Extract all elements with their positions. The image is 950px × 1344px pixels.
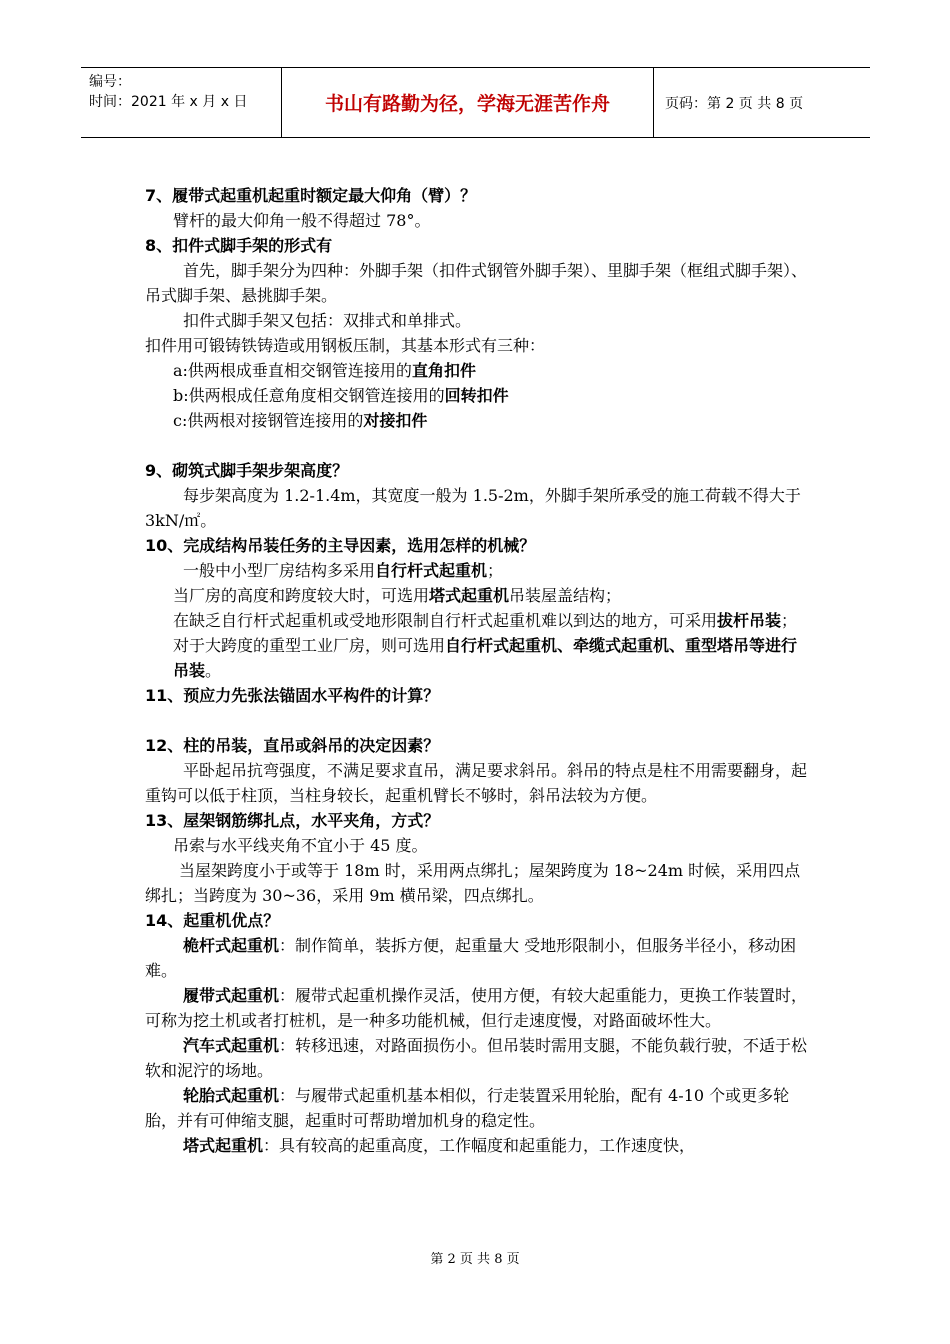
time-line: 时间：2021 年 x 月 x 日 — [89, 94, 248, 110]
answer-8-item-b: b:供两根成任意角度相交钢管连接用的回转扣件 — [173, 386, 509, 405]
answer-14-mast-crane: 桅杆式起重机：制作简单，装拆方便，起重量大 受地形限制小，但服务半径小，移动困难。 — [145, 936, 797, 980]
answer-10-line-4: 对于大跨度的重型工业厂房，则可选用自行杆式起重机、牵缆式起重机、重型塔吊等进行吊装。 — [173, 636, 798, 680]
question-7: 7、履带式起重机起重时额定最大仰角（臂）？ — [145, 186, 477, 205]
answer-8-item-c: c:供两根对接钢管连接用的对接扣件 — [173, 411, 428, 430]
header-motto: 书山有路勤为径，学海无涯苦作舟 — [282, 68, 654, 137]
answer-10-line-3: 在缺乏自行杆式起重机或受地形限制自行杆式起重机难以到达的地方，可采用拔杆吊装； — [173, 611, 798, 630]
answer-8-item-a: a:供两根成垂直相交钢管连接用的直角扣件 — [173, 361, 476, 380]
number-label: 编号： — [89, 74, 131, 90]
answer-10-line-2: 当厂房的高度和跨度较大时，可选用塔式起重机吊装屋盖结构； — [173, 586, 622, 605]
answer-8-intro: 首先，脚手架分为四种：外脚手架（扣件式钢管外脚手架）、里脚手架（框组式脚手架）、吊式脚手架、悬挑脚手架。 — [145, 261, 808, 305]
question-14: 14、起重机优点？ — [145, 911, 280, 930]
question-11: 11、预应力先张法锚固水平构件的计算？ — [145, 686, 440, 705]
header-meta — [81, 68, 282, 137]
answer-8-fasteners: 扣件用可锻铸铁铸造或用钢板压制，其基本形式有三种： — [145, 336, 546, 355]
question-12: 12、柱的吊装，直吊或斜吊的决定因素？ — [145, 736, 440, 755]
document-body — [145, 183, 811, 1158]
question-13: 13、屋架钢筋绑扎点，水平夹角，方式？ — [145, 811, 440, 830]
question-8: 8、扣件式脚手架的形式有 — [145, 236, 333, 255]
answer-14-truck-crane: 汽车式起重机：转移迅速，对路面损伤小。但吊装时需用支腿，不能负载行驶，不适于松软和泥泞的场地。 — [145, 1036, 808, 1080]
answer-14-tower-crane: 塔式起重机：具有较高的起重高度，工作幅度和起重能力，工作速度快， — [183, 1136, 696, 1155]
header-page-code: 页码：第 2 页 共 8 页 — [665, 95, 804, 112]
answer-9: 每步架高度为 1.2-1.4m，其宽度一般为 1.5-2m，外脚手架所承受的施工荷载不得大于 3kN/㎡。 — [145, 486, 801, 530]
answer-7: 臂杆的最大仰角一般不得超过 78°。 — [173, 211, 431, 230]
answer-12: 平卧起吊抗弯强度，不满足要求直吊，满足要求斜吊。斜吊的特点是柱不用需要翻身，起重钩可以低于柱顶，当柱身较长，起重机臂长不够时，斜吊法较为方便。 — [145, 761, 808, 805]
answer-10-line-1: 一般中小型厂房结构多采用自行杆式起重机； — [183, 561, 504, 580]
question-10: 10、完成结构吊装任务的主导因素，选用怎样的机械？ — [145, 536, 536, 555]
answer-13-angle: 吊索与水平线夹角不宜小于 45 度。 — [173, 836, 428, 855]
answer-13-points: 当屋架跨度小于或等于 18m 时，采用两点绑扎；屋架跨度为 18~24m 时候，采用四点绑扎；当跨度为 30~36，采用 9m 横吊梁，四点绑扎。 — [145, 861, 801, 905]
question-9: 9、砌筑式脚手架步架高度？ — [145, 461, 349, 480]
header-table — [81, 67, 870, 138]
page-footer: 第 2 页 共 8 页 — [430, 1252, 520, 1267]
answer-14-crawler-crane: 履带式起重机：履带式起重机操作灵活，使用方便，有较大起重能力，更换工作装置时，可称为挖土机或者打桩机，是一种多功能机械，但行走速度慢，对路面破坏性大。 — [145, 986, 808, 1030]
answer-8-types: 扣件式脚手架又包括：双排式和单排式。 — [183, 311, 472, 330]
answer-14-tire-crane: 轮胎式起重机：与履带式起重机基本相似，行走装置采用轮胎，配有 4-10 个或更多轮胎，并有可伸缩支腿，起重时可帮助增加机身的稳定性。 — [145, 1086, 790, 1130]
